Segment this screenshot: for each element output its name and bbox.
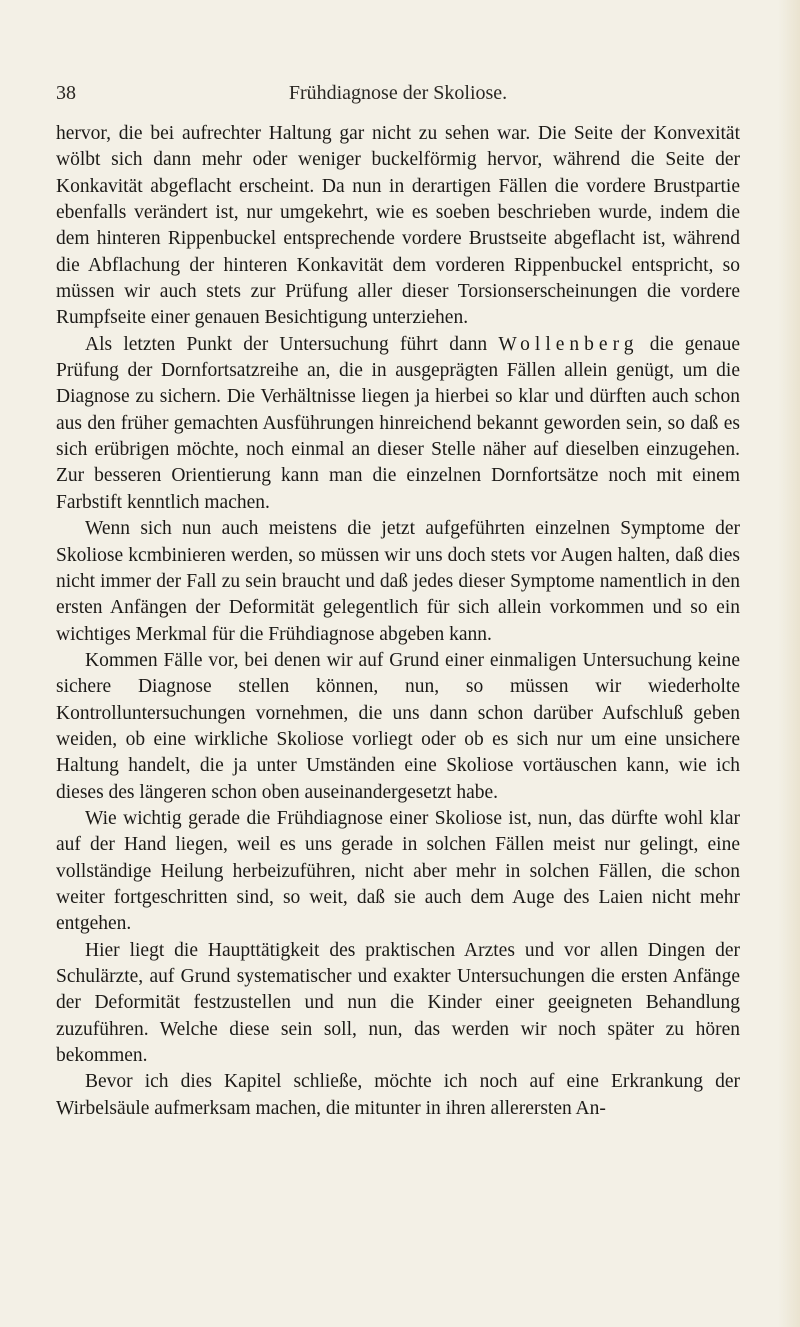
paragraph-2 [56,332,740,516]
paragraph-text: Wie wichtig gerade die Frühdiagnose einer Skoliose ist, nun, das dürfte wohl klar auf der Hand liegen, weil es uns gerade in solchen Fällen meist nur gelingt, eine vollständige Heilung herbeizuführen, nicht aber mehr in solchen Fällen, die schon weiter fortgeschritten sind, so weit, daß sie auch dem Auge des Laien nicht mehr entgehen. [56,807,740,935]
paragraph-text: Kommen Fälle vor, bei denen wir auf Grund einer einmaligen Untersuchung keine sichere Diagnose stellen können, nun, so müssen wir wiederholte Kontrolluntersuchungen vornehmen, die uns dann schon darüber Aufschluß geben weiden, ob eine wirkliche Skoliose vorliegt oder ob es sich nur um eine unsichere Haltung handelt, die ja unter Umständen eine Skoliose vortäuschen kann, wie ich dieses des längeren schon oben auseinandergesetzt habe. [56,649,740,803]
paragraph-text: Hier liegt die Haupttätigkeit des praktischen Arztes und vor allen Dingen der Schulärzte, auf Grund systematischer und exakter Untersuchungen die ersten Anfänge der Deformität festzustellen und nun die Kinder einer geeigneten Behandlung zuzuführen. Welche diese sein soll, nun, das werden wir noch später zu hören bekommen. [56,939,740,1067]
paragraph-5 [56,806,740,938]
page-header [56,82,740,108]
body-text [56,121,740,1122]
paragraph-4 [56,648,740,806]
page-number: 38 [56,82,76,104]
paragraph-7 [56,1069,740,1122]
paragraph-text: Bevor ich dies Kapitel schließe, möchte ich noch auf eine Erkrankung der Wirbelsäule aufmerksam machen, die mitunter in ihren allerersten An- [56,1071,740,1119]
author-name-spaced: Wollenberg [498,333,639,355]
paragraph-text: hervor, die bei aufrechter Haltung gar nicht zu sehen war. Die Seite der Konvexität wölbt sich dann mehr oder weniger buckelförmig hervor, während die Seite der Konkavität abgeflacht erscheint. Da nun in derartigen Fällen die vordere Brustpartie ebenfalls verändert ist, nur umgekehrt, wie es soeben beschrieben wurde, indem die dem hinteren Rippenbuckel entsprechende vordere Brustseite abgeflacht ist, während die Abflachung der hinteren Konkavität dem vorderen Rippenbuckel entspricht, so müssen wir auch stets zur Prüfung aller dieser Torsionserscheinungen die vordere Rumpfseite einer genauen Besichtigung unterziehen. [56,123,740,329]
page-edge-shading [778,0,800,1327]
paragraph-text: die genaue Prüfung der Dornfortsatzreihe an, die in ausgeprägten Fällen allein genügt, um die Diagnose zu sichern. Die Verhältnisse liegen ja hierbei so klar und dürften auch schon aus den früher gemachten Ausführungen hinreichend bekannt geworden sein, so daß es sich erübrigen möchte, noch einmal an dieser Stelle näher auf dieselben einzugehen. Zur besseren Orientierung kann man die einzelnen Dornfortsätze noch mit einem Farbstift kenntlich machen. [56,333,740,513]
paragraph-6 [56,938,740,1070]
paragraph-3 [56,516,740,648]
paragraph-1 [56,121,740,332]
paragraph-text: Wenn sich nun auch meistens die jetzt aufgeführten einzelnen Symptome der Skoliose kcmbinieren werden, so müssen wir uns doch stets vor Augen halten, daß dies nicht immer der Fall zu sein braucht und daß jedes dieser Symptome namentlich in den ersten Anfängen der Deformität gelegentlich für sich allein vorkommen und so ein wichtiges Merkmal für die Frühdiagnose abgeben kann. [56,518,740,645]
paragraph-text: Als letzten Punkt der Untersuchung führt dann [85,333,499,355]
running-title: Frühdiagnose der Skoliose. [288,82,508,104]
